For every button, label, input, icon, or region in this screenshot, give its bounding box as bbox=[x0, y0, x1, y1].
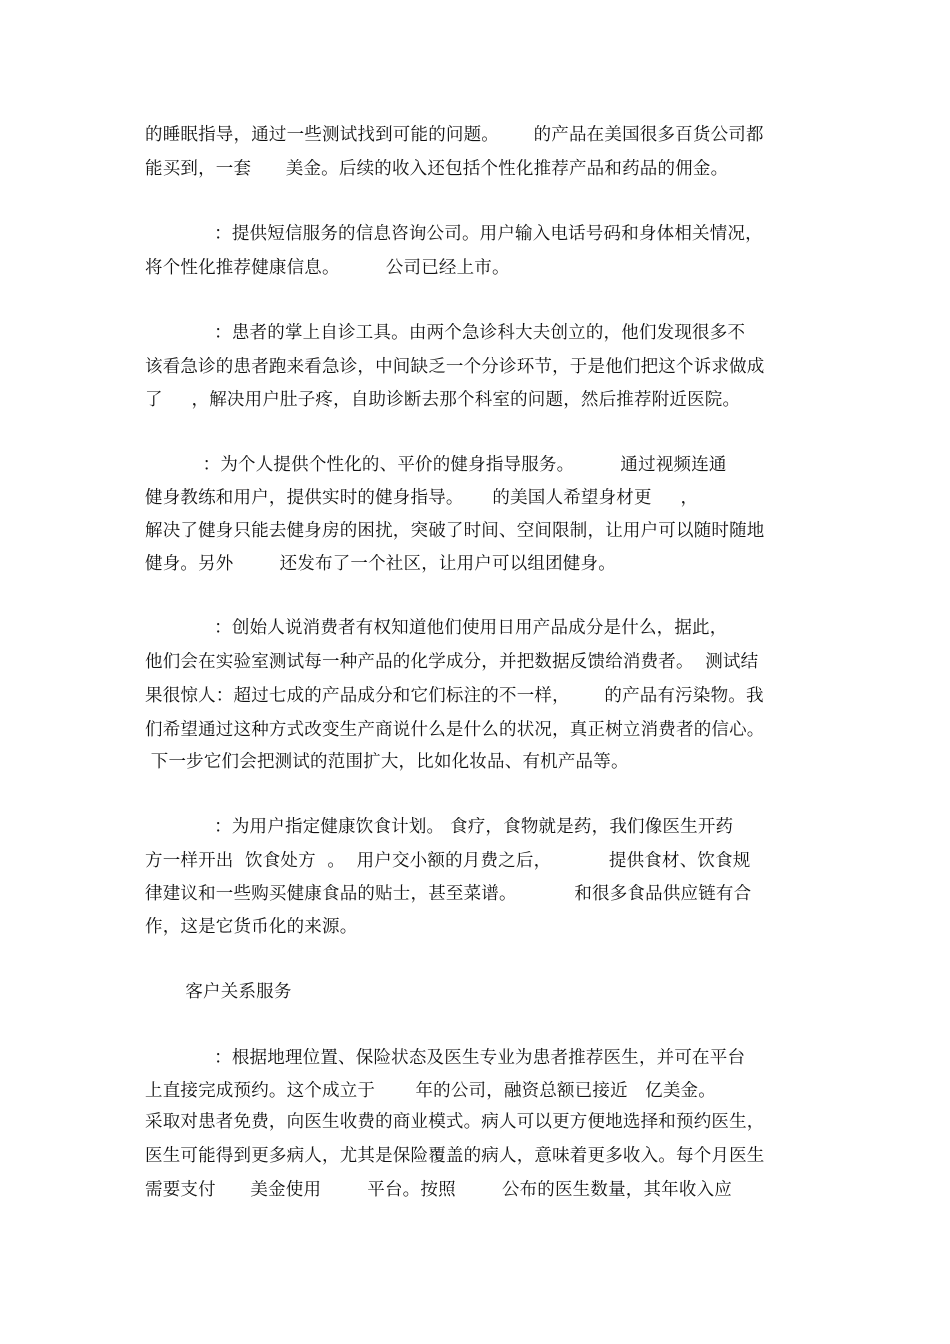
text-line: 健身教练和用户，提供实时的健身指导。 的美国人希望身材更 ， bbox=[145, 488, 699, 508]
text-line: 方一样开出 饮食处方 。 用户交小额的月费之后， 提供食材、饮食规 bbox=[145, 851, 751, 871]
text-line: ：创始人说消费者有权知道他们使用日用产品成分是什么，据此， bbox=[145, 618, 728, 638]
text-line: 作，这是它货币化的来源。 bbox=[145, 917, 358, 937]
text-line: ：为个人提供个性化的、平价的健身指导服务。 通过视频连通 bbox=[145, 455, 727, 475]
text-line: 果很惊人：超过七成的产品成分和它们标注的不一样， 的产品有污染物。我 bbox=[145, 686, 764, 706]
text-line: 医生可能得到更多病人，尤其是保险覆盖的病人，意味着更多收入。每个月医生 bbox=[145, 1146, 765, 1166]
text-line: 能买到，一套 美金。后续的收入还包括个性化推荐产品和药品的佣金。 bbox=[145, 159, 729, 179]
text-line: 律建议和一些购买健康食品的贴士，甚至菜谱。 和很多食品供应链有合 bbox=[145, 884, 752, 904]
text-line: 的睡眠指导，通过一些测试找到可能的问题。 的产品在美国很多百货公司都 bbox=[145, 125, 764, 145]
text-line: 解决了健身只能去健身房的困扰，突破了时间、空间限制，让用户可以随时随地 bbox=[145, 521, 765, 541]
text-line: ：根据地理位置、保险状态及医生专业为患者推荐医生，并可在平台 bbox=[145, 1048, 746, 1068]
text-line: 了 ，解决用户肚子疼，自助诊断去那个科室的问题，然后推荐附近医院。 bbox=[145, 390, 741, 410]
text-line: 下一步它们会把测试的范围扩大，比如化妆品、有机产品等。 bbox=[145, 752, 629, 772]
text-line: 需要支付 美金使用 平台。按照 公布的医生数量，其年收入应 bbox=[145, 1180, 732, 1200]
text-line: 们希望通过这种方式改变生产商说什么是什么的状况，真正树立消费者的信心。 bbox=[145, 720, 765, 740]
text-line: 上直接完成预约。这个成立于 年的公司，融资总额已接近 亿美金。 bbox=[145, 1081, 716, 1101]
text-line: ：提供短信服务的信息咨询公司。用户输入电话号码和身体相关情况， bbox=[145, 224, 763, 244]
text-line: 采取对患者免费，向医生收费的商业模式。病人可以更方便地选择和预约医生， bbox=[145, 1112, 765, 1132]
section-heading: 客户关系服务 bbox=[145, 982, 292, 1002]
text-line: ：患者的掌上自诊工具。由两个急诊科大夫创立的，他们发现很多不 bbox=[145, 323, 746, 343]
text-line: 将个性化推荐健康信息。 公司已经上市。 bbox=[145, 258, 510, 278]
text-line: 他们会在实验室测试每一种产品的化学成分，并把数据反馈给消费者。 测试结 bbox=[145, 652, 759, 672]
text-line: 健身。另外 还发布了一个社区，让用户可以组团健身。 bbox=[145, 554, 616, 574]
text-line: 该看急诊的患者跑来看急诊，中间缺乏一个分诊环节，于是他们把这个诉求做成 bbox=[145, 357, 765, 377]
text-line: ：为用户指定健康饮食计划。 食疗，食物就是药，我们像医生开药 bbox=[145, 817, 734, 837]
